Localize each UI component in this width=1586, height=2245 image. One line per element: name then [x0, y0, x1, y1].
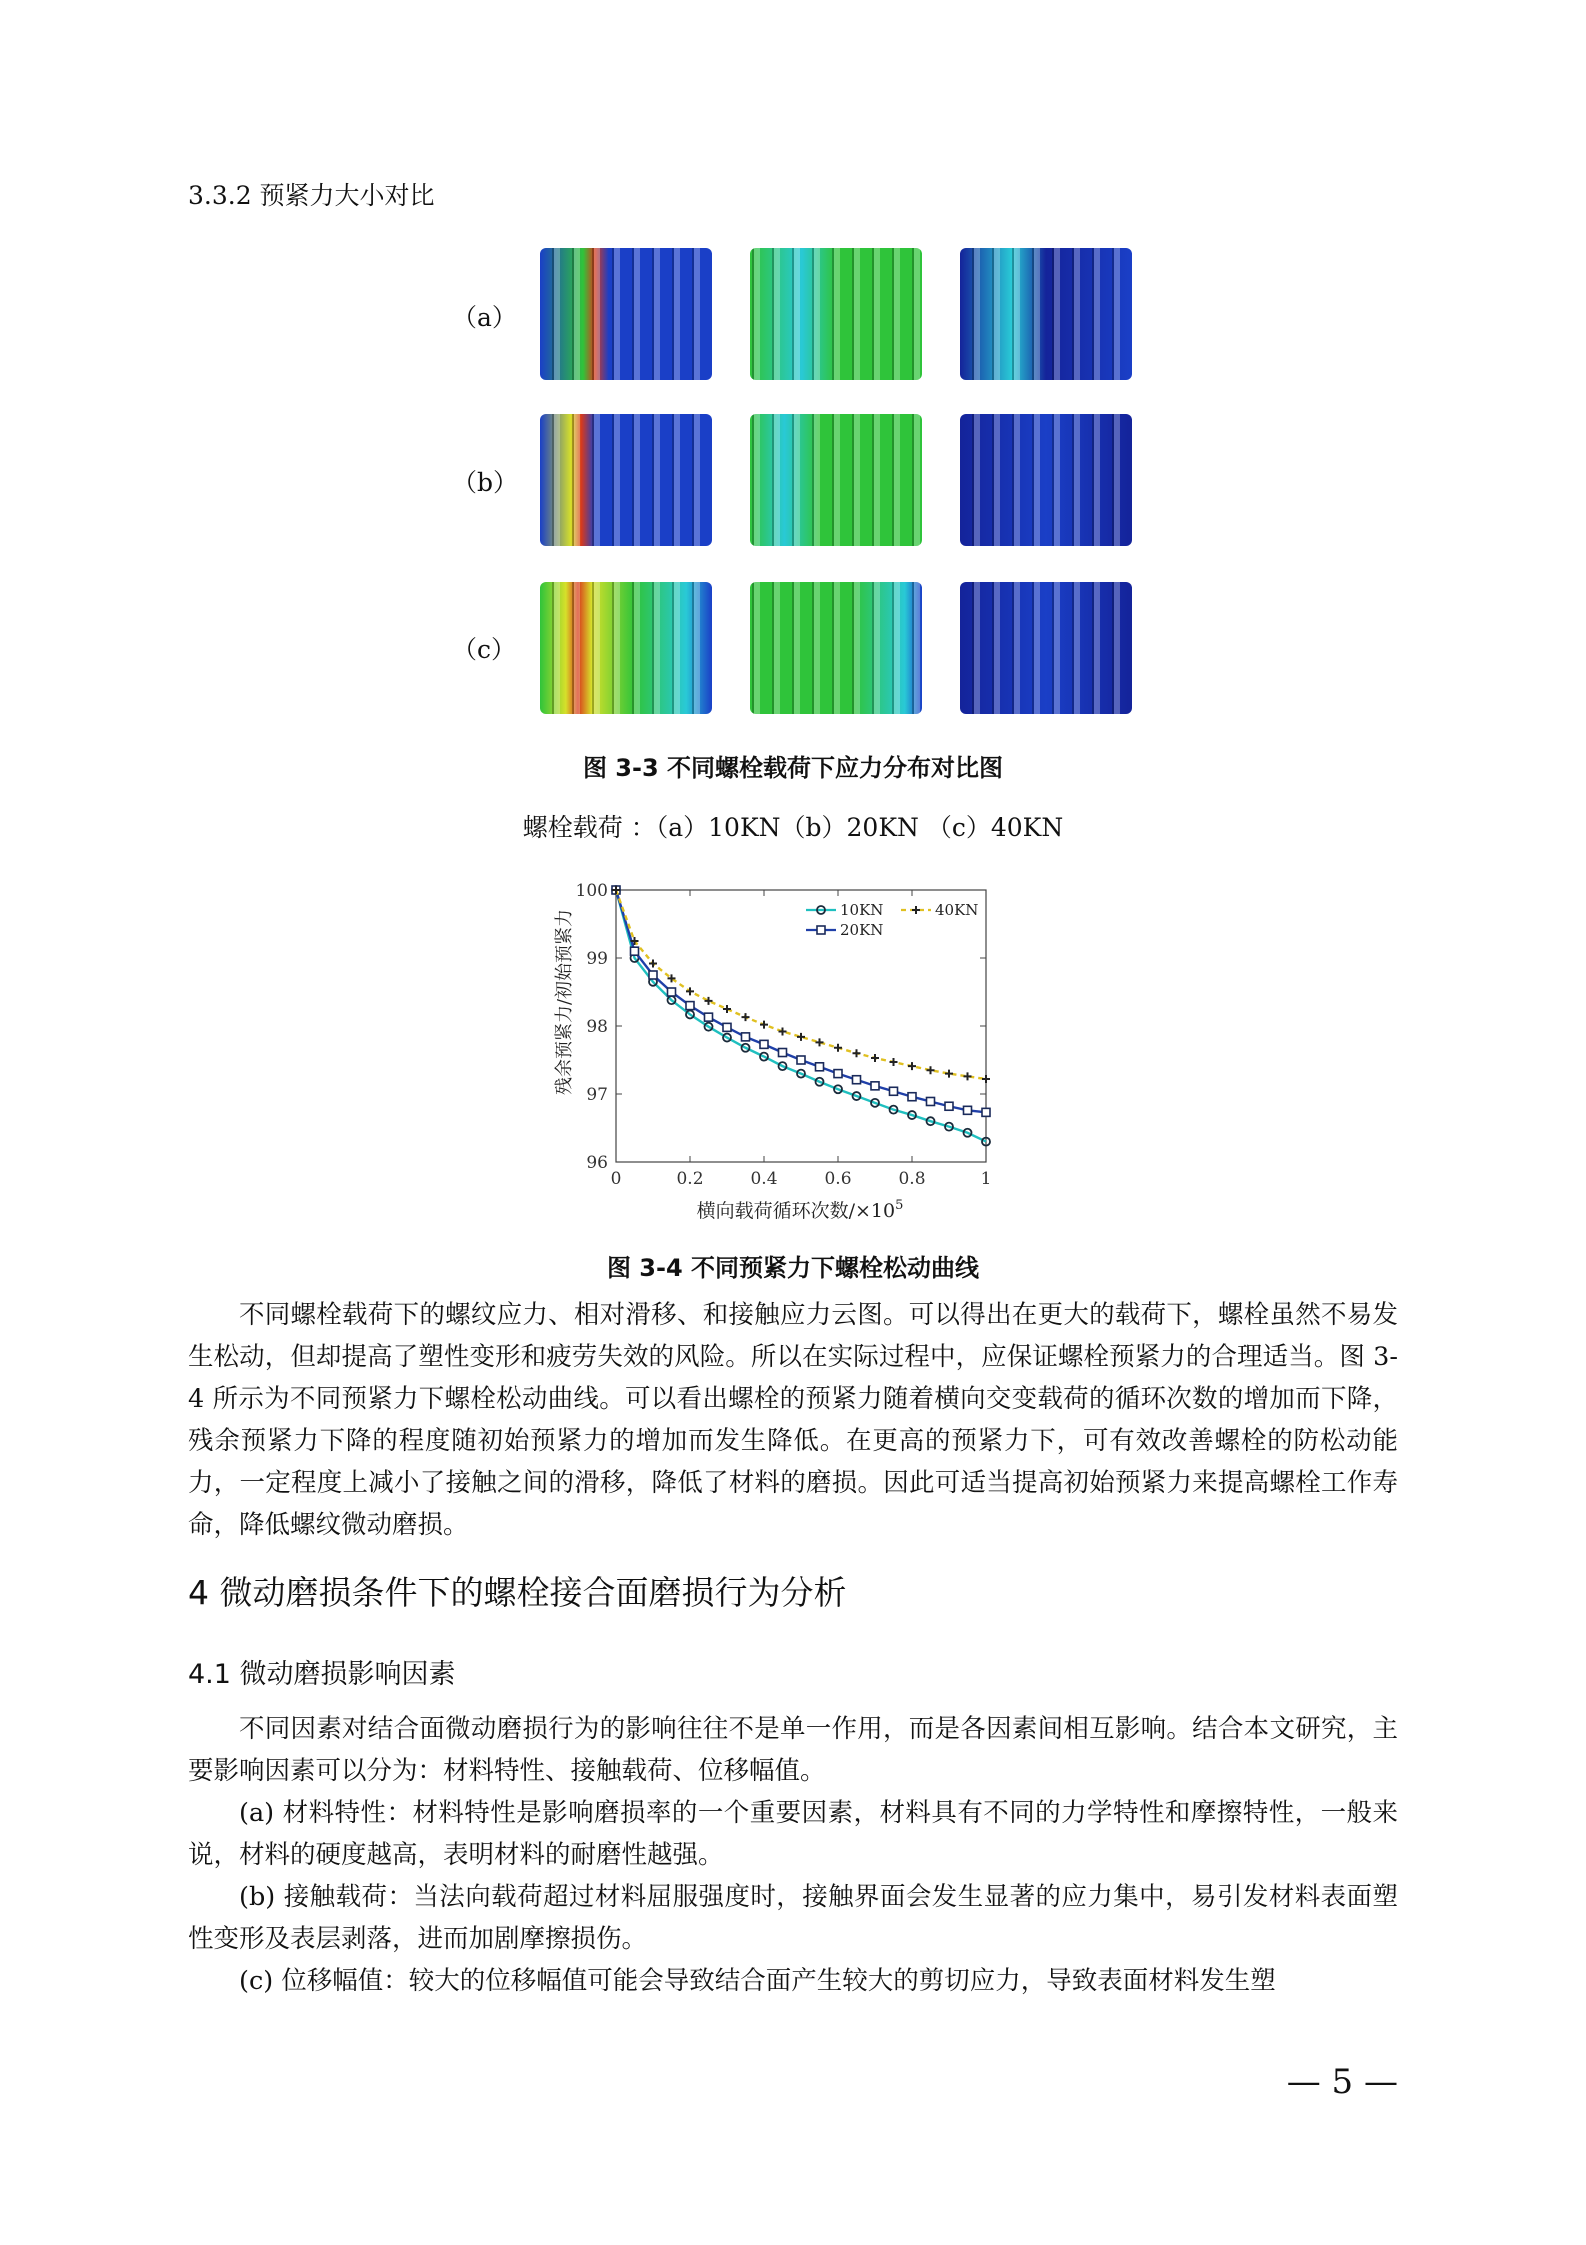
- legend-entry-20KN: [806, 921, 883, 939]
- body-paragraph: [188, 1294, 1398, 1546]
- x-tick-label: 0: [610, 1169, 622, 1189]
- data-point-40KN: [760, 1021, 768, 1029]
- data-point-40KN: [890, 1058, 898, 1066]
- data-point-20KN: [779, 1049, 787, 1057]
- section-heading-4-1: 4.1 微动磨损影响因素: [188, 1659, 456, 1690]
- data-point-20KN: [927, 1097, 935, 1105]
- factor-item-a: (a) 材料特性：材料特性是影响磨损率的一个重要因素，材料具有不同的力学特性和摩擦特性，一般来说，材料的硬度越高，表明材料的耐磨性越强。: [188, 1798, 1398, 1870]
- series-10KN: [612, 886, 990, 1146]
- legend-label: 10KN: [840, 901, 884, 919]
- factor-item-b: (b) 接触载荷：当法向载荷超过材料屈服强度时，接触界面会发生显著的应力集中，易引发材料表面塑性变形及表层剥落，进而加剧摩擦损伤。: [188, 1882, 1398, 1954]
- data-point-20KN: [871, 1082, 879, 1090]
- legend-label: 40KN: [935, 901, 979, 919]
- legend-entry-10KN: [806, 901, 883, 919]
- data-point-20KN: [760, 1040, 768, 1048]
- data-point-20KN: [631, 947, 639, 955]
- data-point-20KN: [945, 1102, 953, 1110]
- data-point-20KN: [890, 1087, 898, 1095]
- data-point-40KN: [912, 906, 920, 914]
- chart-y-axis-label: 残余预紧力/初始预紧力: [554, 908, 575, 1096]
- section-heading-4: 4 微动磨损条件下的螺栓接合面磨损行为分析: [188, 1573, 847, 1612]
- series-20KN: [612, 886, 990, 1116]
- data-point-40KN: [816, 1038, 824, 1046]
- data-point-40KN: [982, 1075, 990, 1083]
- data-point-40KN: [797, 1033, 805, 1041]
- data-point-20KN: [834, 1070, 842, 1078]
- data-point-40KN: [649, 959, 657, 967]
- data-point-40KN: [705, 997, 713, 1005]
- paragraph-4-1-intro: 不同因素对结合面微动磨损行为的影响往往不是单一作用，而是各因素间相互影响。结合本文研究，主要影响因素可以分为：材料特性、接触载荷、位移幅值。: [188, 1714, 1398, 1786]
- y-tick-label: 96: [586, 1153, 608, 1173]
- data-point-20KN: [964, 1106, 972, 1114]
- data-point-40KN: [779, 1027, 787, 1035]
- data-point-20KN: [649, 971, 657, 979]
- data-point-40KN: [686, 987, 694, 995]
- data-point-20KN: [908, 1093, 916, 1101]
- data-point-20KN: [817, 926, 825, 934]
- data-point-20KN: [686, 1002, 694, 1010]
- series-line-40KN: [616, 890, 986, 1079]
- section-heading-3-3-2: 3.3.2 预紧力大小对比: [188, 181, 435, 210]
- x-tick-label: 0.6: [824, 1169, 852, 1189]
- data-point-20KN: [816, 1063, 824, 1071]
- body-paragraph-text: 不同螺栓载荷下的螺纹应力、相对滑移、和接触应力云图。可以得出在更大的载荷下，螺栓虽然不易发生松动，但却提高了塑性变形和疲劳失效的风险。所以在实际过程中，应保证螺栓预紧力的合理适当。图 3-4 所示为不同预紧力下螺栓松动曲线。可以看出螺栓的预紧力随着横向交变载荷的循环次数的增加而下降，残余预紧力下降的程度随初始预紧力的增加而发生降低。在更高的预紧力下，可有效改善螺栓的防松动能力，一定程度上减小了接触之间的滑移，降低了材料的磨损。因此可适当提高初始预紧力来提高螺栓工作寿命，降低螺纹微动磨损。: [188, 1300, 1398, 1540]
- data-point-20KN: [742, 1033, 750, 1041]
- x-tick-label: 1: [980, 1169, 992, 1189]
- data-point-40KN: [945, 1070, 953, 1078]
- row-label-b: （b）: [452, 468, 519, 497]
- figure-3-4-caption: 图 3-4 不同预紧力下螺栓松动曲线: [606, 1254, 980, 1282]
- row-label-c: （c）: [452, 635, 517, 664]
- data-point-20KN: [853, 1076, 861, 1084]
- data-point-40KN: [964, 1072, 972, 1080]
- data-point-40KN: [742, 1013, 750, 1021]
- data-point-20KN: [797, 1056, 805, 1064]
- data-point-20KN: [668, 988, 676, 996]
- figure-3-3-subcaption: 螺栓载荷 ：（a）10KN（b）20KN （c）40KN: [522, 813, 1064, 842]
- legend-entry-40KN: [901, 901, 978, 919]
- x-tick-label: 0.4: [750, 1169, 778, 1189]
- row-label-a: （a）: [452, 303, 517, 332]
- data-point-40KN: [927, 1066, 935, 1074]
- data-point-40KN: [853, 1049, 861, 1057]
- page-number: — 5 —: [1286, 2062, 1398, 2102]
- chart-x-axis-label: 横向载荷循环次数$/\times 10^5$: [696, 1198, 904, 1222]
- data-point-40KN: [834, 1044, 842, 1052]
- y-tick-label: 97: [586, 1085, 608, 1105]
- data-point-20KN: [982, 1108, 990, 1116]
- data-point-40KN: [871, 1054, 879, 1062]
- y-tick-label: 99: [586, 949, 608, 969]
- stress-contour-grid: [540, 248, 1140, 718]
- x-tick-label: 0.8: [898, 1169, 926, 1189]
- factor-item-c: (c) 位移幅值：较大的位移幅值可能会导致结合面产生较大的剪切应力，导致表面材料发生塑: [239, 1966, 1276, 1996]
- y-tick-label: 98: [586, 1017, 608, 1037]
- data-point-20KN: [705, 1013, 713, 1021]
- legend-label: 20KN: [840, 921, 884, 939]
- series-40KN: [612, 886, 990, 1083]
- data-point-40KN: [908, 1062, 916, 1070]
- x-tick-label: 0.2: [676, 1169, 704, 1189]
- loosening-curve-chart: [540, 872, 1010, 1232]
- data-point-40KN: [723, 1005, 731, 1013]
- figure-3-3-caption: 图 3-3 不同螺栓载荷下应力分布对比图: [582, 754, 1004, 782]
- y-tick-label: 100: [575, 881, 608, 901]
- data-point-20KN: [723, 1023, 731, 1031]
- section-4-1-content: [188, 1708, 1398, 2002]
